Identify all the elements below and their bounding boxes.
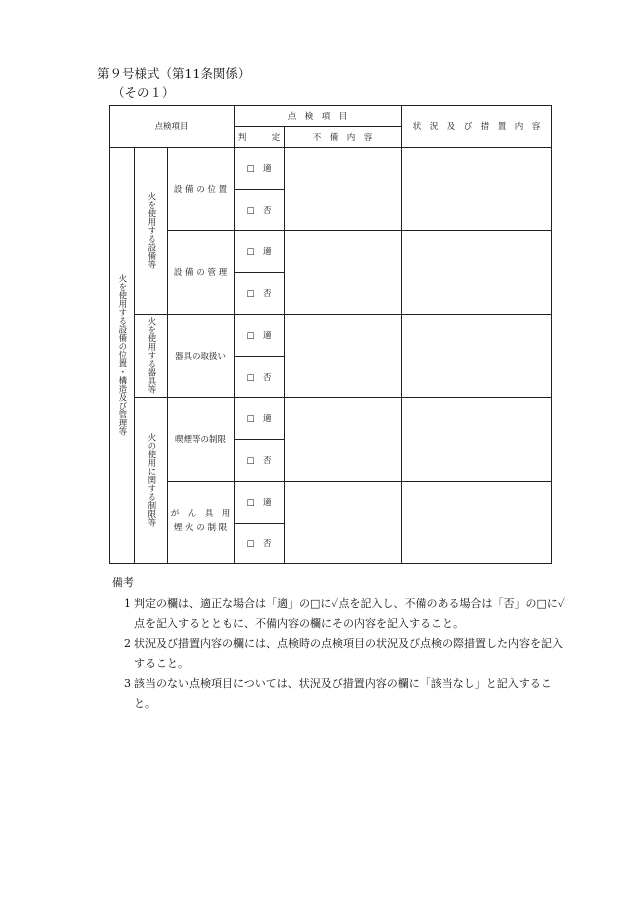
note-text: 判定の欄は、適正な場合は「適」の□に✓点を記入し、不備のある場合は「否」の□に✓点を記入するとともに、不備内容の欄にその内容を記入すること。 xyxy=(134,597,565,630)
form-subtitle: （その１） xyxy=(112,85,175,100)
judgment-ok-checkbox[interactable]: □ 適 xyxy=(246,498,272,508)
group-label-fire-restrictions: 火の使用に関する制限等 xyxy=(145,433,156,527)
judgment-ng-checkbox[interactable]: □ 否 xyxy=(246,372,272,383)
note-item xyxy=(112,674,572,714)
header-inspection-items: 点検項目 xyxy=(154,122,189,132)
judgment-ng-checkbox[interactable]: □ 否 xyxy=(246,205,272,216)
item-toy-fireworks-line1: が ん 具 用 xyxy=(170,509,231,520)
item-smoking-restriction: 喫煙等の制限 xyxy=(174,435,226,445)
inspection-table xyxy=(109,105,552,564)
item-toy-fireworks-line2: 煙 火 の 制 限 xyxy=(173,523,228,533)
judgment-ng-checkbox[interactable]: □ 否 xyxy=(246,289,272,299)
note-text: 該当のない点検項目については、状況及び措置内容の欄に「該当なし」と記入すること。 xyxy=(134,677,552,710)
note-number: 2 xyxy=(124,637,131,650)
header-defect-content: 不 備 内 容 xyxy=(312,132,373,143)
group-label-fire-appliances: 火を使用する器具等 xyxy=(145,317,156,394)
note-text: 状況及び措置内容の欄には、点検時の点検項目の状況及び点検の際措置した内容を記入すること。 xyxy=(134,637,563,670)
judgment-ng-checkbox[interactable]: □ 否 xyxy=(246,456,272,466)
judgment-ng-checkbox[interactable]: □ 否 xyxy=(246,539,272,549)
item-equipment-location: 設 備 の 位 置 xyxy=(173,184,228,195)
judgment-ok-checkbox[interactable]: □ 適 xyxy=(246,164,272,174)
judgment-ok-checkbox[interactable]: □ 適 xyxy=(246,414,272,424)
note-item xyxy=(112,594,572,634)
note-number: 3 xyxy=(124,677,131,690)
group-label-fire-equipment: 火を使用する設備等 xyxy=(145,192,156,269)
note-item xyxy=(112,634,572,674)
judgment-ok-checkbox[interactable]: □ 適 xyxy=(246,331,272,341)
item-toy-fireworks-restriction xyxy=(167,481,234,563)
item-appliance-handling: 器具の取扱い xyxy=(174,351,226,362)
judgment-ok-checkbox[interactable]: □ 適 xyxy=(246,247,272,257)
item-equipment-management: 設 備 の 管 理 xyxy=(173,268,228,278)
note-number: 1 xyxy=(124,597,131,610)
notes-section xyxy=(112,573,572,714)
header-status-measures: 状 況 及 び 措 置 内 容 xyxy=(412,122,541,132)
category-label: 火を使用する設備の位置・構造及び管理等 xyxy=(116,274,127,436)
header-inspection-items-group: 点 検 項 目 xyxy=(287,111,348,122)
notes-heading: 備考 xyxy=(112,576,134,589)
form-title: 第９号様式（第11条関係） xyxy=(97,66,251,81)
header-judgment: 判 定 xyxy=(237,132,281,143)
